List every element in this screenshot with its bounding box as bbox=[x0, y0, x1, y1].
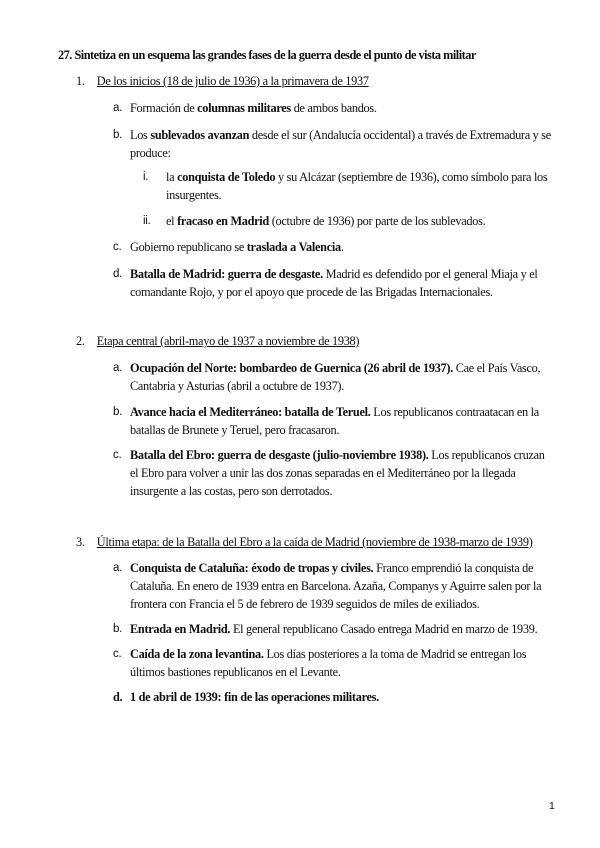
section-title: De los inicios (18 de julio de 1936) a la primavera de 1937 bbox=[96, 74, 369, 88]
section-title: Última etapa: de la Batalla del Ebro a la caída de Madrid (noviembre de 1938-marzo de 1939) bbox=[96, 535, 533, 549]
section-3-heading bbox=[76, 535, 532, 550]
section-1-heading bbox=[76, 74, 369, 89]
section-number: 3. bbox=[76, 535, 85, 549]
document-page: 27. Sintetiza en un esquema las grandes fases de la guerra desde el punto de vista militar 1. De los inicios (18 de julio de 1936) a la primavera de 1937 a. Formación de columnas militares de ambos bandos. b. Los sublevados avanzan desde el sur (Andalucía occidental) a través de Extremadura y se produce: i. la conquista de Toledo y su Alcázar (septiembre de 1936), como símbolo para los insurgentes. ii. el fracaso en Madrid (octubre de 1936) por parte de los sublevados. c. Gobierno republicano se traslada a Valencia. d. Batalla de Madrid: guerra de desgaste. Madrid es defendido por el general Miaja y el comandante Rojo, y por el apoyo que procede de las Brigadas Internacionales. 2. Etapa central (abril-mayo de 1937 a noviembre de 1938) a. Ocupación del Norte: bombardeo de Guernica (26 abril de 1937). Cae el País Vasco, Cantabria y Asturias (abril a octubre de 1937). b. Avance hacia el Mediterráneo: batalla de Teruel. Los republicanos contraatacan en la batallas de Brunete y Teruel, pero fracasaron. c. Batalla del Ebro: guerra de desgaste (julio-noviembre 1938). Los republicanos cruzan el Ebro para volver a unir las dos zonas separadas en el Mediterráneo por la llegada insurgente a las costas, pero son derrotados. 3. Última etapa: de la Batalla del Ebro a la caída de Madrid (noviembre de 1938-marzo de 1939) a. Conquista de Cataluña: éxodo de tropas y civiles. Franco emprendió la conquista de Cataluña. En enero de 1939 entra en Barcelona. Azaña, Companys y Aguirre salen por la frontera con Francia el 5 de febrero de 1939 seguidos de miles de exiliados. b. Entrada en Madrid. El general republicano Casado entrega Madrid en marzo de 1939. c. Caída de la zona levantina. Los días posteriores a la toma de Madrid se entregan los últimos bastiones republicanos en el Levante. d. 1 de abril de 1939: fin de las operaciones militares. 1 bbox=[0, 0, 600, 848]
section-2-heading bbox=[76, 334, 359, 349]
section-number: 1. bbox=[76, 74, 85, 88]
section-title: Etapa central (abril-mayo de 1937 a noviembre de 1938) bbox=[96, 334, 360, 348]
section-number: 2. bbox=[76, 334, 85, 348]
question-title: 27. Sintetiza en un esquema las grandes fases de la guerra desde el punto de vista militar bbox=[58, 48, 476, 62]
page-number: 1 bbox=[549, 800, 555, 812]
